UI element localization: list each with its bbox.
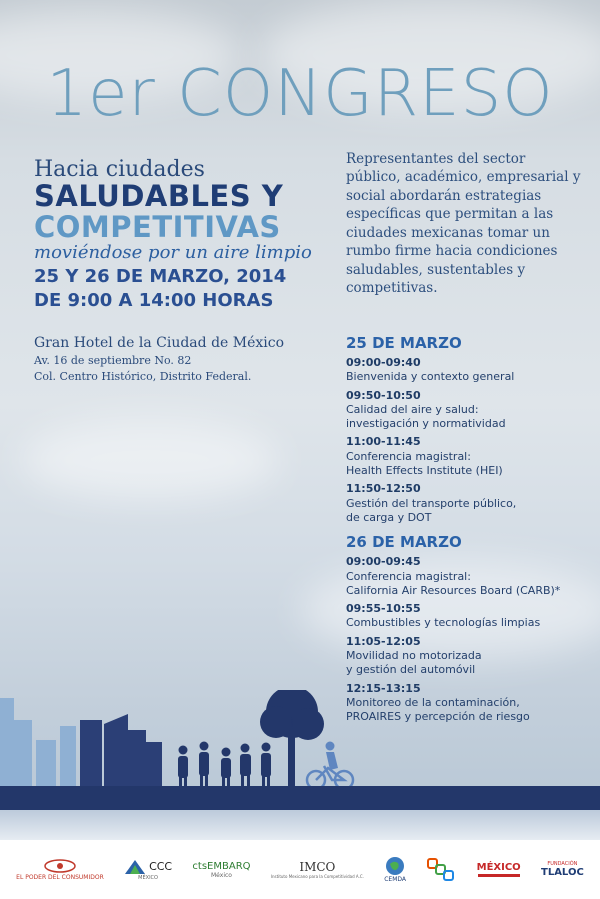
headline-tagline: moviéndose por un aire limpio [34, 241, 312, 263]
logo-chain [426, 857, 456, 883]
headline-competitivas: COMPETITIVAS [34, 209, 281, 244]
logo-text: CEMDA [384, 876, 406, 883]
item-line: Conferencia magistral: [346, 449, 471, 463]
item-line: PROAIRES y percepción de riesgo [346, 710, 530, 724]
day-title: 26 DE MARZO [346, 533, 462, 552]
schedule [346, 334, 591, 725]
logo-text: CCC [149, 860, 173, 873]
item-time: 09:55-10:55 [346, 602, 421, 616]
venue-name: Gran Hotel de la Ciudad de México [34, 335, 285, 351]
item-time: 11:50-12:50 [346, 482, 421, 496]
item-time: 09:00-09:45 [346, 555, 421, 569]
schedule-item [346, 389, 591, 432]
event-dates: 25 Y 26 DE MARZO, 2014 [34, 265, 287, 287]
triangle-icon [124, 859, 146, 875]
buildings-back [0, 698, 76, 800]
logo-el-poder-del-consumidor [16, 858, 104, 881]
venue-address-1: Av. 16 de septiembre No. 82 [34, 353, 192, 367]
event-hours: DE 9:00 A 14:00 HORAS [34, 290, 274, 312]
item-time: 12:15-13:15 [346, 681, 421, 695]
logo-mexico [477, 862, 521, 877]
sponsor-logos [0, 840, 600, 899]
item-line: Gestión del transporte público, [346, 496, 517, 510]
schedule-item [346, 602, 591, 631]
item-time: 11:00-11:45 [346, 435, 421, 449]
cloud [20, 420, 280, 500]
day-title: 25 DE MARZO [346, 334, 462, 352]
item-line: Combustibles y tecnologías limpias [346, 616, 541, 630]
item-line: Conferencia magistral: [346, 569, 471, 583]
logo-subtext: MÉXICO [138, 874, 158, 881]
pedestrians-icon [178, 742, 271, 791]
logo-cemda [384, 856, 406, 883]
item-time: 09:00-09:40 [346, 356, 421, 369]
item-time: 09:50-10:50 [346, 388, 421, 402]
item-line: Movilidad no motorizada [346, 649, 482, 663]
footer-gradient [0, 810, 600, 840]
logo-subtext: Instituto Mexicano para la Competitividad A.C. [270, 874, 364, 879]
item-line: Bienvenida y contexto general [346, 370, 515, 384]
chain-icon [426, 857, 456, 883]
ground-strip [0, 786, 600, 810]
item-line: Calidad del aire y salud: [346, 402, 479, 416]
headline-block [34, 158, 334, 313]
logo-subtext: FUNDACIÓN [547, 861, 578, 867]
schedule-item [346, 482, 591, 525]
item-line: California Air Resources Board (CARB)* [346, 583, 561, 597]
schedule-day [346, 334, 591, 525]
schedule-item [346, 555, 591, 598]
headline-line-1: Hacia ciudades [34, 157, 205, 182]
venue-block [34, 334, 334, 385]
venue-address-2: Col. Centro Histórico, Distrito Federal. [34, 369, 252, 383]
logo-text: TLALOC [541, 867, 584, 878]
logo-text: IMCO [299, 860, 336, 874]
item-line: Health Effects Institute (HEI) [346, 464, 503, 478]
schedule-item [346, 435, 591, 478]
logo-ctsembarq [192, 861, 250, 879]
logo-bar [478, 874, 520, 877]
event-description: Representantes del sector público, académico, empresarial y social abordarán estrategias específicas que permitan a las ciudades mexicanas tomar un rumbo firme hacia condiciones saludables, sustentables y competitivas. [346, 151, 581, 297]
cyclist-icon [307, 742, 353, 790]
logo-text: MÉXICO [476, 862, 521, 873]
item-line: de carga y DOT [346, 510, 432, 524]
eye-icon [42, 858, 78, 874]
logo-fundacion-tlaloc [541, 861, 584, 878]
headline-saludables: SALUDABLES Y [34, 179, 284, 214]
logo-text: ctsEMBARQ [192, 860, 251, 872]
logo-text: EL PODER DEL CONSUMIDOR [16, 874, 104, 881]
logo-imco [271, 860, 364, 879]
item-line: y gestión del automóvil [346, 663, 476, 677]
logo-subtext: México [211, 871, 232, 879]
item-line: investigación y normatividad [346, 417, 506, 431]
item-line: Monitoreo de la contaminación, [346, 695, 520, 709]
logo-ccc [124, 859, 172, 881]
item-time: 11:05-12:05 [346, 634, 421, 648]
schedule-item [346, 635, 591, 678]
congress-title: 1er CONGRESO [46, 57, 554, 131]
schedule-item [346, 356, 591, 385]
globe-icon [385, 856, 405, 876]
